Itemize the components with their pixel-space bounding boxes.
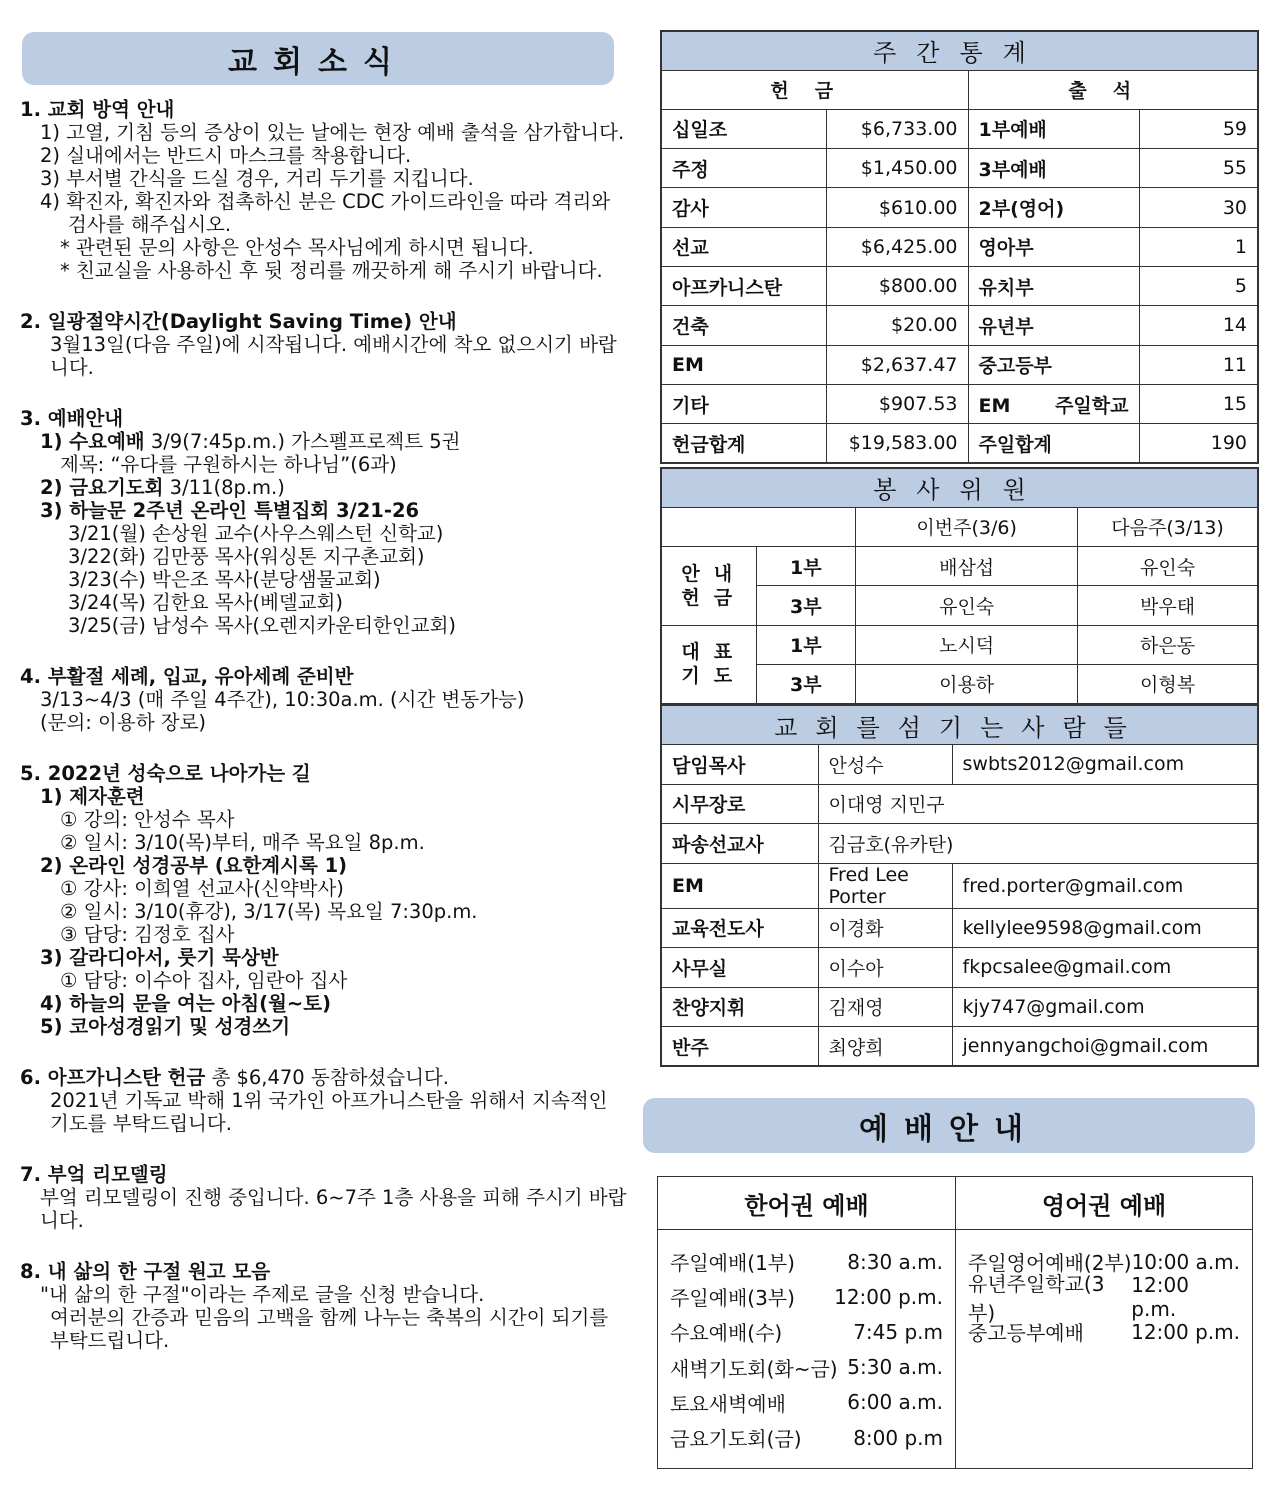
news-section-3	[20, 407, 630, 637]
next-week-header: 다음주(3/13)	[1078, 507, 1258, 546]
table-row	[661, 266, 1258, 305]
staff-name: 김재영	[818, 987, 952, 1027]
stats-title: 주간통계	[661, 31, 1258, 70]
list-item: 3) 하늘문 2주년 온라인 특별집회 3/21-26	[40, 499, 420, 522]
table-row	[661, 908, 1258, 948]
worship-row	[956, 1271, 1252, 1325]
attendance-label: 유년부	[968, 306, 1139, 345]
worship-row	[658, 1314, 955, 1349]
table-row	[661, 784, 1258, 824]
offering-label: EM	[661, 345, 826, 384]
list-item: ① 담당: 이수아 집사, 임란아 집사	[60, 969, 348, 992]
table-row	[661, 424, 1258, 463]
list-item: 2) 온라인 성경공부 (요한계시록 1)	[40, 854, 348, 877]
offering-label: 건축	[661, 306, 826, 345]
table-row	[661, 345, 1258, 384]
list-item: 여러분의 간증과 믿음의 고백을 함께 나누는 축복의 시간이 되기를 부탁드립니다.	[50, 1306, 609, 1352]
this-week-name: 이용하	[856, 664, 1078, 703]
attendance-count: 5	[1139, 266, 1258, 305]
attendance-count: 14	[1139, 306, 1258, 345]
list-item: 1) 제자훈련	[40, 785, 145, 808]
worship-info-title: 예배안내	[643, 1098, 1255, 1153]
worship-row	[658, 1385, 955, 1420]
news-section-8	[20, 1260, 630, 1352]
staff-role: 반주	[661, 1027, 818, 1067]
table-row	[661, 625, 1258, 664]
table-row	[661, 384, 1258, 423]
worship-time: 10:00 a.m.	[1131, 1249, 1241, 1274]
list-item: ① 강사: 이희열 선교사(신약박사)	[60, 877, 344, 900]
offering-header: 헌금	[661, 70, 968, 109]
attendance-label: 1부예배	[968, 109, 1139, 148]
english-worship-header: 영어권 예배	[956, 1177, 1252, 1230]
staff-name: 김금호(유카탄)	[818, 824, 1258, 864]
offering-amount: $2,637.47	[826, 345, 968, 384]
attendance-label: 유치부	[968, 266, 1139, 305]
table-row	[661, 547, 1258, 586]
section-title: 1. 교회 방역 안내	[20, 98, 175, 121]
staff-name: 최양희	[818, 1027, 952, 1067]
list-item: ② 일시: 3/10(휴강), 3/17(목) 목요일 7:30p.m.	[60, 900, 478, 923]
attendance-label: 중고등부	[968, 345, 1139, 384]
staff-email[interactable]: fred.porter@gmail.com	[952, 863, 1258, 908]
worship-name: 주일예배(3부)	[670, 1286, 795, 1311]
list-item: 4) 하늘의 문을 여는 아침(월~토)	[40, 992, 332, 1015]
attendance-label: 2부(영어)	[968, 188, 1139, 227]
part-label: 1부	[756, 547, 856, 586]
attendance-count: 190	[1139, 424, 1258, 463]
offering-amount: $1,450.00	[826, 149, 968, 188]
next-week-name: 이형복	[1078, 664, 1258, 703]
section-title: 4. 부활절 세례, 입교, 유아세례 준비반	[20, 665, 354, 688]
attendance-count: 15	[1139, 384, 1258, 423]
group-label: 안내 헌금	[661, 547, 756, 626]
table-row	[661, 863, 1258, 908]
news-section-2	[20, 310, 630, 379]
offering-amount: $907.53	[826, 384, 968, 423]
offering-label: 주정	[661, 149, 826, 188]
worship-time: 12:00 p.m.	[834, 1284, 943, 1309]
list-item: 1) 수요예배 3/9(7:45p.m.) 가스펠프로젝트 5권	[40, 430, 461, 453]
staff-role: 교육전도사	[661, 908, 818, 948]
staff-role: 파송선교사	[661, 824, 818, 864]
news-section-5	[20, 762, 630, 1038]
list-item: (문의: 이용하 장로)	[40, 711, 207, 734]
section-title: 2. 일광절약시간(Daylight Saving Time) 안내	[20, 310, 457, 333]
list-item: ② 일시: 3/10(목)부터, 매주 목요일 8p.m.	[60, 831, 425, 854]
worship-time: 8:00 p.m	[853, 1425, 943, 1450]
news-section-6	[20, 1066, 630, 1135]
worship-time: 12:00 p.m.	[1131, 1319, 1240, 1344]
service-title: 봉사위원	[661, 468, 1258, 507]
worship-time: 12:00 p.m.	[1131, 1272, 1189, 1321]
news-section-4	[20, 665, 630, 734]
attendance-count: 59	[1139, 109, 1258, 148]
list-item: "내 삶의 한 구절"이라는 주제로 글을 신청 받습니다.	[40, 1283, 485, 1306]
table-row	[661, 227, 1258, 266]
news-section-7	[20, 1163, 630, 1232]
staff-email[interactable]: swbts2012@gmail.com	[952, 745, 1258, 785]
list-item: ① 강의: 안성수 목사	[60, 808, 235, 831]
next-week-name: 유인숙	[1078, 547, 1258, 586]
table-row	[661, 987, 1258, 1027]
group-label: 대표 기도	[661, 625, 756, 704]
offering-label: 십일조	[661, 109, 826, 148]
attendance-label: EM 주일학교	[968, 384, 1139, 423]
section-title: 8. 내 삶의 한 구절 원고 모음	[20, 1260, 271, 1283]
worship-name: 금요기도회(금)	[670, 1427, 802, 1452]
worship-time: 5:30 a.m.	[847, 1355, 943, 1380]
table-row	[661, 149, 1258, 188]
attendance-count: 30	[1139, 188, 1258, 227]
list-item: 4) 확진자, 확진자와 접촉하신 분은 CDC 가이드라인을 따라 격리와 검사를 해주십시오.	[40, 190, 611, 236]
worship-schedule	[657, 1176, 1253, 1469]
attendance-label: 주일합계	[968, 424, 1139, 463]
church-staff-table	[660, 704, 1259, 1067]
attendance-label: 영아부	[968, 227, 1139, 266]
list-item: * 친교실을 사용하신 후 뒷 정리를 깨끗하게 해 주시기 바랍니다.	[60, 259, 603, 282]
table-row	[661, 109, 1258, 148]
staff-name: 이경화	[818, 908, 952, 948]
next-week-name: 박우태	[1078, 586, 1258, 625]
table-row	[661, 1027, 1258, 1067]
table-row	[661, 824, 1258, 864]
offering-amount: $6,425.00	[826, 227, 968, 266]
list-item: 3) 부서별 간식을 드실 경우, 거리 두기를 지킵니다.	[40, 167, 474, 190]
staff-name: 이대영 지민구	[818, 784, 1258, 824]
worship-name: 주일예배(1부)	[670, 1251, 795, 1276]
staff-title: 교회를섬기는사람들	[661, 705, 1258, 745]
service-committee-table	[660, 467, 1259, 705]
table-row	[661, 188, 1258, 227]
staff-email[interactable]: jennyangchoi@gmail.com	[952, 1027, 1258, 1067]
list-item: 1) 고열, 기침 등의 증상이 있는 날에는 현장 예배 출석을 삼가합니다.	[40, 121, 625, 144]
worship-name: 주일영어예배(2부)	[968, 1251, 1132, 1276]
list-item: 2021년 기독교 박해 1위 국가인 아프가니스탄을 위해서 지속적인 기도를 부탁드립니다.	[50, 1089, 608, 1135]
list-item: 3) 갈라디아서, 룻기 묵상반	[40, 946, 279, 969]
worship-row	[658, 1350, 955, 1385]
staff-name: 이수아	[818, 948, 952, 988]
staff-role: 사무실	[661, 948, 818, 988]
attendance-count: 1	[1139, 227, 1258, 266]
worship-name: 수요예배(수)	[670, 1321, 783, 1346]
table-row	[661, 948, 1258, 988]
offering-amount: $800.00	[826, 266, 968, 305]
worship-name: 토요새벽예배	[670, 1391, 786, 1416]
church-news-body	[20, 98, 630, 1380]
worship-time: 7:45 p.m	[853, 1319, 943, 1344]
staff-role: 담임목사	[661, 745, 818, 785]
list-item: * 관련된 문의 사항은 안성수 목사님에게 하시면 됩니다.	[60, 236, 534, 259]
worship-name: 새벽기도회(화~금)	[670, 1356, 838, 1381]
this-week-name: 유인숙	[856, 586, 1078, 625]
section-title: 5. 2022년 성숙으로 나아가는 길	[20, 762, 311, 785]
this-week-name: 배삼섭	[856, 547, 1078, 586]
korean-worship-header: 한어권 예배	[658, 1177, 955, 1230]
staff-role: 시무장로	[661, 784, 818, 824]
list-item: 3/13~4/3 (매 주일 4주간), 10:30a.m. (시간 변동가능)	[40, 688, 525, 711]
attendance-count: 55	[1139, 149, 1258, 188]
next-week-name: 하은동	[1078, 625, 1258, 664]
service-corner	[661, 507, 856, 546]
list-item: 5) 코아성경읽기 및 성경쓰기	[40, 1015, 291, 1038]
offering-amount: $6,733.00	[826, 109, 968, 148]
english-worship-column	[956, 1177, 1252, 1468]
list-item: 3/25(금) 남성수 목사(오렌지카운티한인교회)	[68, 614, 457, 637]
offering-label: 선교	[661, 227, 826, 266]
worship-row	[658, 1420, 955, 1455]
list-item: 제목: “유다를 구원하시는 하나님”(6과)	[60, 453, 397, 476]
worship-name: 유년주일학교(3부)	[968, 1271, 1105, 1325]
table-row	[661, 745, 1258, 785]
offering-label: 헌금합계	[661, 424, 826, 463]
staff-role: 찬양지휘	[661, 987, 818, 1027]
table-row	[661, 306, 1258, 345]
list-item: 3/24(목) 김한요 목사(베델교회)	[68, 591, 343, 614]
list-item: 3/23(수) 박은조 목사(분당샘물교회)	[68, 568, 381, 591]
staff-name: Fred Lee Porter	[818, 863, 952, 908]
offering-label: 감사	[661, 188, 826, 227]
part-label: 3부	[756, 664, 856, 703]
attendance-label: 3부예배	[968, 149, 1139, 188]
part-label: 1부	[756, 625, 856, 664]
offering-amount: $20.00	[826, 306, 968, 345]
staff-email[interactable]: kellylee9598@gmail.com	[952, 908, 1258, 948]
staff-name: 안성수	[818, 745, 952, 785]
worship-row	[658, 1279, 955, 1314]
offering-label: 아프카니스탄	[661, 266, 826, 305]
church-news-title: 교회소식	[22, 32, 614, 85]
this-week-name: 노시덕	[856, 625, 1078, 664]
list-item: 부엌 리모델링이 진행 중입니다. 6~7주 1층 사용을 피해 주시기 바랍니다.	[40, 1186, 627, 1232]
worship-time: 6:00 a.m.	[847, 1390, 943, 1415]
offering-label: 기타	[661, 384, 826, 423]
section-title: 6. 아프가니스탄 헌금 총 $6,470 동참하셨습니다.	[20, 1066, 449, 1089]
section-title: 7. 부엌 리모델링	[20, 1163, 168, 1186]
worship-name: 중고등부예배	[968, 1321, 1084, 1346]
list-item: ③ 담당: 김정호 집사	[60, 923, 235, 946]
list-item: 2) 금요기도회 3/11(8p.m.)	[40, 476, 285, 499]
list-item: 3월13일(다음 주일)에 시작됩니다. 예배시간에 착오 없으시기 바랍니다.	[50, 333, 617, 379]
attendance-count: 11	[1139, 345, 1258, 384]
korean-worship-column	[658, 1177, 956, 1468]
worship-time: 8:30 a.m.	[847, 1249, 943, 1274]
weekly-stats-table	[660, 30, 1259, 464]
list-item: 2) 실내에서는 반드시 마스크를 착용합니다.	[40, 144, 412, 167]
staff-email[interactable]: fkpcsalee@gmail.com	[952, 948, 1258, 988]
section-title: 3. 예배안내	[20, 407, 124, 430]
staff-email[interactable]: kjy747@gmail.com	[952, 987, 1258, 1027]
news-section-1	[20, 98, 630, 282]
offering-amount: $610.00	[826, 188, 968, 227]
offering-amount: $19,583.00	[826, 424, 968, 463]
part-label: 3부	[756, 586, 856, 625]
attendance-header: 출석	[968, 70, 1258, 109]
list-item: 3/22(화) 김만풍 목사(워싱톤 지구촌교회)	[68, 545, 425, 568]
worship-row	[658, 1244, 955, 1279]
list-item: 3/21(월) 손상원 교수(사우스웨스턴 신학교)	[68, 522, 444, 545]
staff-role: EM	[661, 863, 818, 908]
this-week-header: 이번주(3/6)	[856, 507, 1078, 546]
